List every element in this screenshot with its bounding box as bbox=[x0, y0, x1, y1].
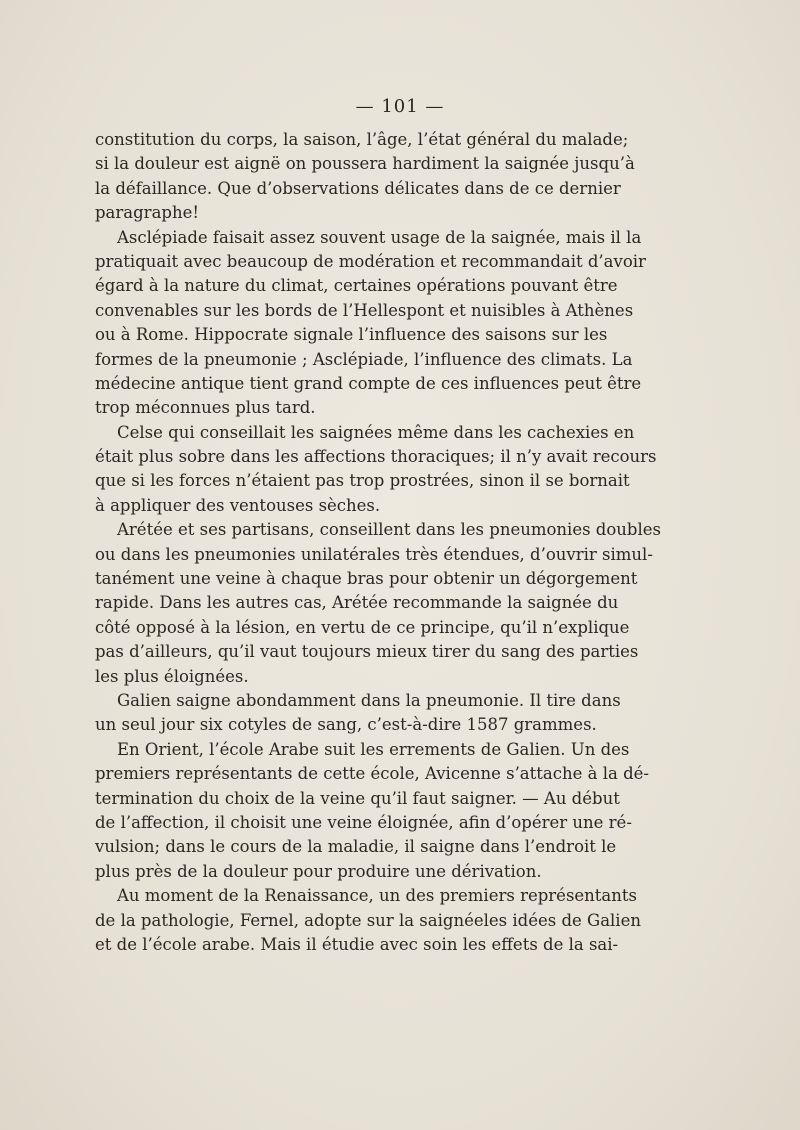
text-line: la défaillance. Que d’observations délicates dans de ce dernier bbox=[95, 178, 621, 198]
text-line: était plus sobre dans les affections thoraciques; il n’y avait recours bbox=[95, 447, 657, 467]
text-line: côté opposé à la lésion, en vertu de ce principe, qu’il n’explique bbox=[95, 617, 630, 637]
text-line: trop méconnues plus tard. bbox=[95, 398, 316, 418]
text-line: vulsion; dans le cours de la maladie, il saigne dans l’endroit le bbox=[95, 837, 617, 857]
text-line: En Orient, l’école Arabe suit les errements de Galien. Un des bbox=[117, 739, 630, 759]
page-number: — 101 — bbox=[355, 96, 445, 117]
text-line: convenables sur les bords de l’Hellespont et nuisibles à Athènes bbox=[95, 300, 634, 320]
text-line: pratiquait avec beaucoup de modération et recommandait d’avoir bbox=[95, 251, 646, 271]
text-line: un seul jour six cotyles de sang, c’est-à-dire 1587 grammes. bbox=[95, 715, 597, 735]
text-line: Asclépiade faisait assez souvent usage de la saignée, mais il la bbox=[117, 227, 642, 247]
text-line: Galien saigne abondamment dans la pneumonie. Il tire dans bbox=[117, 690, 621, 710]
text-line: ou dans les pneumonies unilatérales très étendues, d’ouvrir simul- bbox=[95, 544, 653, 564]
text-line: paragraphe! bbox=[95, 203, 199, 223]
text-line: plus près de la douleur pour produire une dérivation. bbox=[95, 861, 542, 881]
text-line: de l’affection, il choisit une veine éloignée, afin d’opérer une ré- bbox=[95, 812, 632, 832]
text-line: premiers représentants de cette école, Avicenne s’attache à la dé- bbox=[95, 764, 649, 784]
text-line: formes de la pneumonie ; Asclépiade, l’influence des climats. La bbox=[95, 349, 633, 369]
text-line: Celse qui conseillait les saignées même dans les cachexies en bbox=[117, 422, 635, 442]
text-line: pas d’ailleurs, qu’il vaut toujours mieux tirer du sang des parties bbox=[95, 642, 639, 662]
text-line: médecine antique tient grand compte de ces influences peut être bbox=[95, 373, 642, 393]
text-line: à appliquer des ventouses sèches. bbox=[95, 495, 381, 515]
text-line: rapide. Dans les autres cas, Arétée recommande la saignée du bbox=[95, 593, 619, 613]
text-line: tanément une veine à chaque bras pour obtenir un dégorgement bbox=[95, 569, 638, 589]
text-line: Au moment de la Renaissance, un des premiers représentants bbox=[117, 886, 637, 906]
text-line: de la pathologie, Fernel, adopte sur la saignéeles idées de Galien bbox=[95, 910, 641, 930]
text-line: que si les forces n’étaient pas trop prostrées, sinon il se bornait bbox=[95, 471, 630, 491]
text-line: si la douleur est aignë on poussera hardiment la saignée jusqu’à bbox=[95, 154, 635, 174]
text-line: constitution du corps, la saison, l’âge, l’état général du malade; bbox=[95, 130, 629, 149]
text-line: termination du choix de la veine qu’il faut saigner. — Au début bbox=[95, 788, 620, 808]
text-line: égard à la nature du climat, certaines opérations pouvant être bbox=[95, 276, 618, 296]
text-line: Arétée et ses partisans, conseillent dans les pneumonies doubles bbox=[117, 520, 662, 540]
text-line: les plus éloignées. bbox=[95, 666, 249, 686]
body-text bbox=[95, 128, 662, 957]
text-line: et de l’école arabe. Mais il étudie avec soin les effets de la sai- bbox=[95, 934, 619, 954]
text-line: ou à Rome. Hippocrate signale l’influence des saisons sur les bbox=[95, 325, 608, 345]
